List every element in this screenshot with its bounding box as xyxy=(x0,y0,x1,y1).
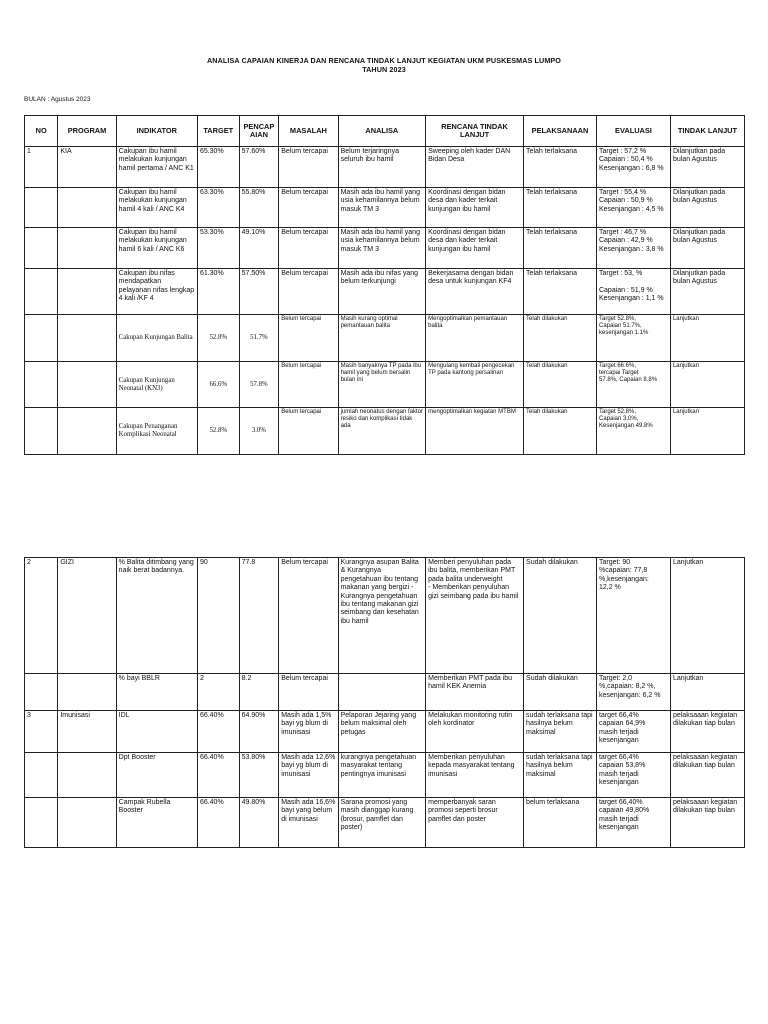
col-header-rencana: RENCANA TINDAK LANJUT xyxy=(426,116,524,147)
cell-target: 53.30% xyxy=(197,228,239,269)
cell-pencapaian: 49.10% xyxy=(239,228,279,269)
cell-pelaksanaan: sudah terlaksana tapi hasilnya belum maksimal xyxy=(524,753,597,798)
cell-no xyxy=(25,798,58,848)
cell-indikator: IDL xyxy=(116,711,197,753)
cell-analisa: jumlah neonatus dengan faktor resiko dan komplikasi tidak ada xyxy=(338,408,426,455)
cell-indikator: Dpt Booster xyxy=(116,753,197,798)
cell-analisa: Masih kurang optimal pemantauan balita xyxy=(338,315,426,362)
cell-evaluasi: Target : 57,2 % Capaian : 50,4 % Kesenjangan : 6,8 % xyxy=(596,147,670,188)
cell-pelaksanaan: Sudah dilakukan xyxy=(524,558,597,674)
col-header-analisa: ANALISA xyxy=(338,116,426,147)
cell-no xyxy=(25,753,58,798)
cell-tindak-lanjut: Lanjutkan xyxy=(670,315,744,362)
cell-no xyxy=(25,188,58,228)
cell-target: 66.40% xyxy=(197,711,239,753)
cell-analisa: Pelaporan Jejaring yang belum maksimal oleh petugas xyxy=(338,711,426,753)
cell-pencapaian: 77.8 xyxy=(239,558,279,674)
col-header-target: TARGET xyxy=(197,116,239,147)
cell-program xyxy=(58,228,116,269)
cell-masalah: Belum tercapai xyxy=(279,188,338,228)
col-header-pencapaian: PENCAP AIAN xyxy=(239,116,279,147)
cell-indikator: Cakupan Penanganan Komplikasi Neonatal xyxy=(116,408,197,455)
cell-masalah: Belum tercapai xyxy=(279,147,338,188)
cell-pelaksanaan: Telah terlaksana xyxy=(524,147,597,188)
cell-tindak-lanjut: Dilanjutkan pada bulan Agustus xyxy=(670,228,744,269)
cell-pelaksanaan: Telah terlaksana xyxy=(524,188,597,228)
table-row xyxy=(25,228,745,269)
cell-evaluasi: Target : 55,4 % Capaian : 50,9 % Kesenjangan : 4,5 % xyxy=(596,188,670,228)
cell-evaluasi: Target 52.8%, Capaian 3.0%, Kesenjangan 49.8% xyxy=(596,408,670,455)
cell-indikator: % bayi BBLR xyxy=(116,674,197,711)
cell-tindak-lanjut: pelaksaaan kegiatan dilakukan tiap bulan xyxy=(670,753,744,798)
table-row xyxy=(25,408,745,455)
cell-rencana: Bekerjasama dengan bidan desa untuk kunjungan KF4 xyxy=(426,269,524,315)
cell-pelaksanaan: belum terlaksana xyxy=(524,798,597,848)
cell-pencapaian: 49.80% xyxy=(239,798,279,848)
cell-indikator: Cakupan ibu nifas mendapatkan pelayanan nifas lengkap 4 kali /KF 4 xyxy=(116,269,197,315)
cell-indikator: Cakupan Kunjungan Neonatal (KN3) xyxy=(116,362,197,408)
col-header-no: NO xyxy=(25,116,58,147)
cell-program xyxy=(58,674,116,711)
cell-rencana: Memberi penyuluhan pada ibu balita, memberikan PMT pada balita underweight - Memberikan penyuluhan gizi seimbang pada ibu hamil xyxy=(426,558,524,674)
table-row xyxy=(25,362,745,408)
cell-pencapaian: 51.7% xyxy=(239,315,279,362)
cell-evaluasi: target 66,40% capaian 49,80% masih terjadi kesenjangan xyxy=(596,798,670,848)
cell-rencana: Koordinasi dengan bidan desa dan kader terkait kunjungan ibu hamil xyxy=(426,228,524,269)
cell-evaluasi: Target: 90 %capaian: 77,8 %,kesenjangan: 12,2 % xyxy=(596,558,670,674)
cell-tindak-lanjut: pelaksaaan kegiatan dilakukan tiap bulan xyxy=(670,798,744,848)
cell-target: 90 xyxy=(197,558,239,674)
col-header-pelaksanaan: PELAKSANAAN xyxy=(524,116,597,147)
table-row xyxy=(25,753,745,798)
cell-program: GIZI xyxy=(58,558,116,674)
cell-tindak-lanjut: Dilanjutkan pada bulan Agustus xyxy=(670,269,744,315)
cell-rencana: mengoptimalkan kegiatan MTBM xyxy=(426,408,524,455)
cell-evaluasi: Target 66.6%, tercapai Target 57.8%, Capaian 8.8% xyxy=(596,362,670,408)
table-row xyxy=(25,798,745,848)
cell-pelaksanaan: Telah dilakukan xyxy=(524,315,597,362)
cell-tindak-lanjut: Lanjutkan xyxy=(670,362,744,408)
cell-pelaksanaan: Sudah dilakukan xyxy=(524,674,597,711)
cell-masalah: Belum tercapai xyxy=(279,269,338,315)
cell-analisa: Masih ada ibu hamil yang usia kehamilannya belum masuk TM 3 xyxy=(338,228,426,269)
cell-target: 66.40% xyxy=(197,753,239,798)
cell-evaluasi: Target 52.8%, Capaian 51.7%, kesenjangan 1.1% xyxy=(596,315,670,362)
cell-no xyxy=(25,674,58,711)
cell-masalah: Belum tercapai xyxy=(279,315,338,362)
cell-no xyxy=(25,362,58,408)
cell-evaluasi: target 66,4% capaian 53,8% masih terjadi kesenjangan xyxy=(596,753,670,798)
cell-rencana: Memberikan PMT pada ibu hamil KEK Anemia xyxy=(426,674,524,711)
cell-no xyxy=(25,269,58,315)
table-row xyxy=(25,269,745,315)
cell-masalah: Belum tercapai xyxy=(279,362,338,408)
cell-rencana: memperbanyak saran promosi seperti brosur pamflet dan poster xyxy=(426,798,524,848)
col-header-tindak-lanjut: TINDAK LANJUT xyxy=(670,116,744,147)
col-header-indikator: INDIKATOR xyxy=(116,116,197,147)
report-month: BULAN : Agustus 2023 xyxy=(24,96,91,103)
cell-masalah: Masih ada 12,6% bayi yg blum di imunisasi xyxy=(279,753,338,798)
cell-pencapaian: 8.2 xyxy=(239,674,279,711)
cell-rencana: Mengoptimalkan pemantauan balita xyxy=(426,315,524,362)
table-row xyxy=(25,315,745,362)
cell-rencana: Koordinasi dengan bidan desa dan kader terkait kunjungan ibu hamil xyxy=(426,188,524,228)
cell-no: 1 xyxy=(25,147,58,188)
table-row xyxy=(25,558,745,674)
cell-analisa: Sarana promosi yang masih dianggap kurang (brosur, pamflet dan poster) xyxy=(338,798,426,848)
col-header-masalah: MASALAH xyxy=(279,116,338,147)
cell-program xyxy=(58,753,116,798)
cell-indikator: Cakupan ibu hamil melakukan kunjungan hamil 6 kali / ANC K6 xyxy=(116,228,197,269)
cell-tindak-lanjut: Lanjutkan xyxy=(670,408,744,455)
cell-no: 2 xyxy=(25,558,58,674)
cell-tindak-lanjut: Lanjutkan xyxy=(670,674,744,711)
cell-target: 66.40% xyxy=(197,798,239,848)
cell-program xyxy=(58,315,116,362)
table-gizi-imunisasi xyxy=(24,557,745,848)
cell-tindak-lanjut: pelaksaaan kegiatan dilakukan tiap bulan xyxy=(670,711,744,753)
cell-pencapaian: 55.80% xyxy=(239,188,279,228)
cell-analisa: Belum terjaringnya seluruh ibu hamil xyxy=(338,147,426,188)
cell-tindak-lanjut: Lanjutkan xyxy=(670,558,744,674)
cell-pelaksanaan: Telah terlaksana xyxy=(524,269,597,315)
cell-program xyxy=(58,188,116,228)
cell-indikator: Campak Rubella Booster xyxy=(116,798,197,848)
document-year: TAHUN 2023 xyxy=(362,65,406,74)
cell-no xyxy=(25,228,58,269)
cell-pelaksanaan: Telah dilakukan xyxy=(524,362,597,408)
cell-analisa: Masih ada ibu nifas yang belum terkunjungi xyxy=(338,269,426,315)
cell-rencana: Memberikan penyuluhan kepada masyarakat tentang imunisasi xyxy=(426,753,524,798)
table-kia xyxy=(24,115,745,455)
table-row xyxy=(25,147,745,188)
cell-target: 52.8% xyxy=(197,408,239,455)
cell-masalah: Belum tercapai xyxy=(279,558,338,674)
cell-program xyxy=(58,408,116,455)
cell-target: 63.30% xyxy=(197,188,239,228)
cell-pencapaian: 57.8% xyxy=(239,362,279,408)
cell-program xyxy=(58,362,116,408)
cell-pencapaian: 53.80% xyxy=(239,753,279,798)
cell-pelaksanaan: Telah dilakukan xyxy=(524,408,597,455)
cell-target: 66.6% xyxy=(197,362,239,408)
cell-target: 61.30% xyxy=(197,269,239,315)
cell-program xyxy=(58,798,116,848)
cell-pelaksanaan: sudah terlaksana tapi hasilnya belum maksimal xyxy=(524,711,597,753)
cell-indikator: Cakupan ibu hamil melakukan kunjungan hamil pertama / ANC K1 xyxy=(116,147,197,188)
cell-masalah: Masih ada 1,5% bayi yg blum di imunisasi xyxy=(279,711,338,753)
cell-pencapaian: 3.0% xyxy=(239,408,279,455)
cell-analisa: kurangnya pengetahuan masyarakat tentang pentingnya imunisasi xyxy=(338,753,426,798)
cell-rencana: Melakukan monitoring rutin oleh kordinator xyxy=(426,711,524,753)
cell-program: KIA xyxy=(58,147,116,188)
cell-program xyxy=(58,269,116,315)
cell-target: 52.8% xyxy=(197,315,239,362)
cell-program: Imunisasi xyxy=(58,711,116,753)
cell-no xyxy=(25,315,58,362)
cell-rencana: Mengulang kembali pengecekan TP pada kantong persalinan xyxy=(426,362,524,408)
cell-pencapaian: 64.90% xyxy=(239,711,279,753)
table-row xyxy=(25,674,745,711)
cell-analisa: Masih ada ibu hamil yang usia kehamilannya belum masuk TM 3 xyxy=(338,188,426,228)
cell-no: 3 xyxy=(25,711,58,753)
cell-indikator: Cakupan Kunjungan Balita xyxy=(116,315,197,362)
cell-pencapaian: 57.60% xyxy=(239,147,279,188)
cell-pencapaian: 57.50% xyxy=(239,269,279,315)
cell-masalah: Masih ada 16,6% bayi yang belum di imunisasi xyxy=(279,798,338,848)
table-row xyxy=(25,711,745,753)
cell-pelaksanaan: Telah terlaksana xyxy=(524,228,597,269)
cell-indikator: % Balita ditimbang yang naik berat badannya. xyxy=(116,558,197,674)
cell-evaluasi: Target : 46,7 % Capaian : 42,9 % Kesenjangan : 3,8 % xyxy=(596,228,670,269)
table-header-row xyxy=(25,116,745,147)
cell-target: 2 xyxy=(197,674,239,711)
table-row xyxy=(25,188,745,228)
cell-analisa xyxy=(338,674,426,711)
cell-evaluasi: Target : 53, % Capaian : 51,9 % Kesenjangan : 1,1 % xyxy=(596,269,670,315)
cell-tindak-lanjut: Dilanjutkan pada bulan Agustus xyxy=(670,188,744,228)
cell-tindak-lanjut: Dilanjutkan pada bulan Agustus xyxy=(670,147,744,188)
cell-rencana: Sweeping oleh kader DAN Bidan Desa xyxy=(426,147,524,188)
cell-no xyxy=(25,408,58,455)
cell-analisa: Masih banyaknya TP pada ibu hamil yang belum bersalin bulan ini xyxy=(338,362,426,408)
cell-analisa: Kurangnya asupan Balita & Kurangnya pengetahuan ibu tentang makanan yang bergizi - Kurangnya pengetahuan ibu tentang makanan gizi seimbang dan kesehatan ibu hamil xyxy=(338,558,426,674)
document-title: ANALISA CAPAIAN KINERJA DAN RENCANA TINDAK LANJUT KEGIATAN UKM PUSKESMAS LUMPO xyxy=(207,56,561,65)
col-header-program: PROGRAM xyxy=(58,116,116,147)
cell-masalah: Belum tercapai xyxy=(279,408,338,455)
col-header-evaluasi: EVALUASI xyxy=(596,116,670,147)
cell-evaluasi: target 66,4% capaian 64,9% masih terjadi kesenjangan xyxy=(596,711,670,753)
cell-masalah: Belum tercapai xyxy=(279,674,338,711)
cell-masalah: Belum tercapai xyxy=(279,228,338,269)
cell-target: 65.30% xyxy=(197,147,239,188)
cell-evaluasi: Target: 2,0 %,capaian: 8,2 %, kesenjangan: 6,2 % xyxy=(596,674,670,711)
cell-indikator: Cakupan ibu hamil melakukan kunjungan hamil 4 kali / ANC K4 xyxy=(116,188,197,228)
